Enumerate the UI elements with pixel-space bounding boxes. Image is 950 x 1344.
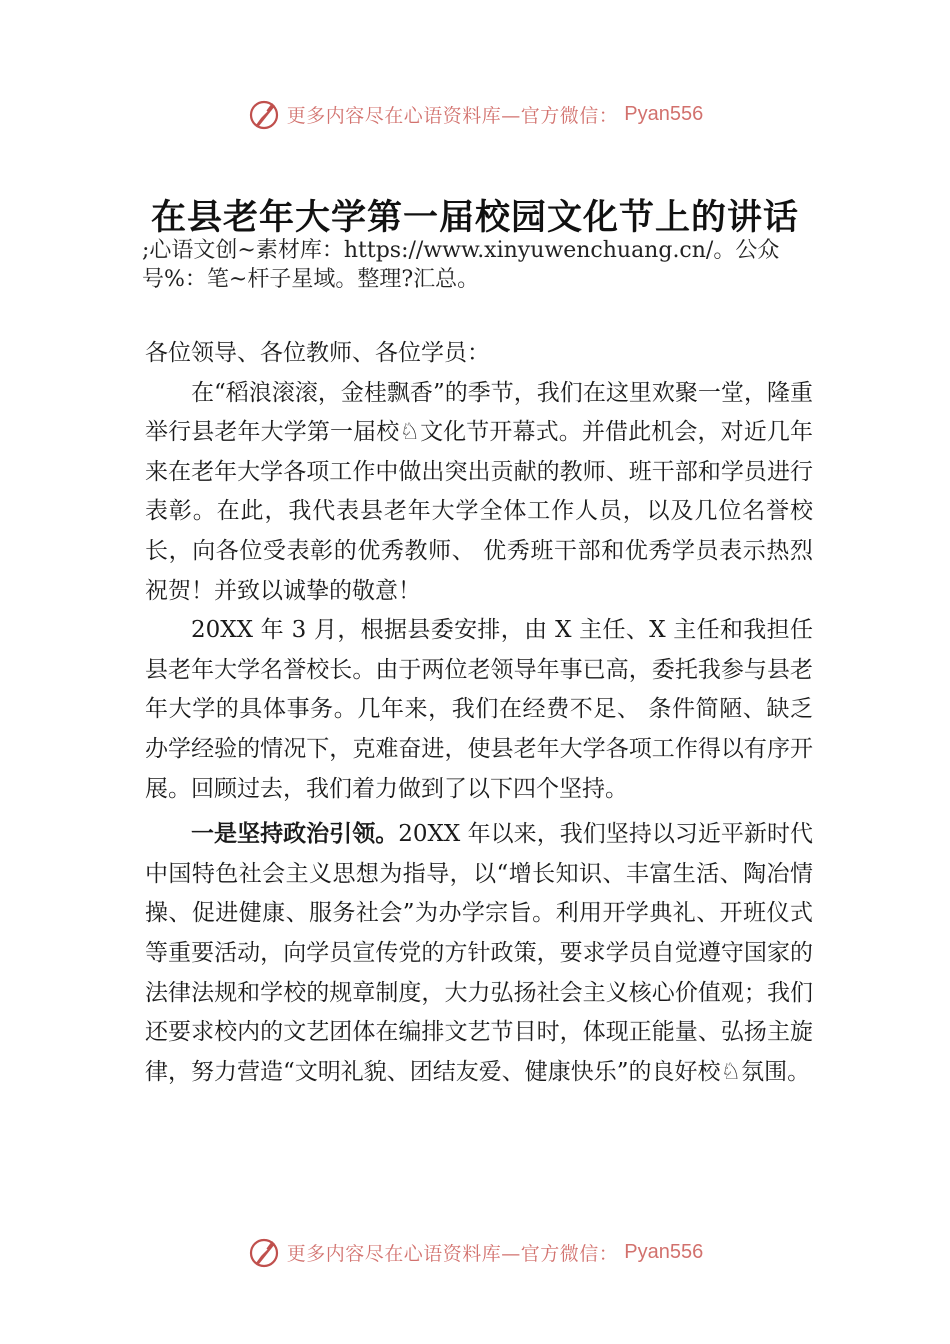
- wechat-id: Pyan556: [624, 102, 704, 125]
- document-title: 在县老年大学第一届校园文化节上的讲话: [150, 197, 799, 238]
- footer-banner-text: 更多内容尽在心语资料库—官方微信：: [286, 1242, 619, 1265]
- quill-seal-icon: [247, 1235, 281, 1269]
- quill-seal-icon: [247, 97, 281, 131]
- banner-text: 更多内容尽在心语资料库—官方微信：: [286, 104, 619, 127]
- salutation: 各位领导、各位教师、各位学员：: [145, 340, 490, 366]
- footer-banner: [0, 1232, 950, 1272]
- paragraph-2: 20XX 年 3 月，根据县委安排，由 X 主任、X 主任和我担任县老年大学名誉校长。由于两位老领导年事已高，委托我参与县老年大学的具体事务。几年来，我们在经费不足、 条件简陋、缺乏办学经验的情况下，克难奋进，使县老年大学各项工作得以有序开展。回顾过去，我们着力做到了以下四个坚持。: [145, 617, 813, 802]
- source-line: ;心语文创~素材库：https://www.xinyuwenchuang.cn/。公众号%：笔~杆子星域。整理?汇总。: [142, 238, 780, 292]
- paragraph-1: 在“稻浪滚滚，金桂飘香”的季节，我们在这里欢聚一堂，隆重举行县老年大学第一届校♘文化节开幕式。并借此机会，对近几年来在老年大学各项工作中做出突出贡献的教师、班干部和学员进行表彰。在此，我代表县老年大学全体工作人员，以及几位名誉校长，向各位受表彰的优秀教师、 优秀班干部和优秀学员表示热烈祝贺！并致以诚挚的敬意！: [145, 379, 813, 604]
- footer-wechat-id: Pyan556: [624, 1240, 704, 1263]
- banner-content: [247, 97, 703, 131]
- point-1-text: 20XX 年以来，我们坚持以习近平新时代中国特色社会主义思想为指导，以“增长知识、丰富生活、陶冶情操、促进健康、服务社会”为办学宗旨。利用开学典礼、开班仪式等重要活动，向学员宣传党的方针政策，要求学员自觉遵守国家的法律法规和学校的规章制度，大力弘扬社会主义核心价值观；我们还要求校内的文艺团体在编排文艺节目时，体现正能量、弘扬主旋律，努力营造“文明礼貌、团结友爱、健康快乐”的良好校♘氛围。: [145, 821, 814, 1085]
- paragraph-point-1: [145, 815, 813, 1092]
- header-banner: [0, 94, 950, 134]
- point-1-lead: 一是坚持政治引领。: [191, 821, 399, 848]
- footer-banner-content: [247, 1235, 703, 1269]
- document-body: [145, 334, 813, 1092]
